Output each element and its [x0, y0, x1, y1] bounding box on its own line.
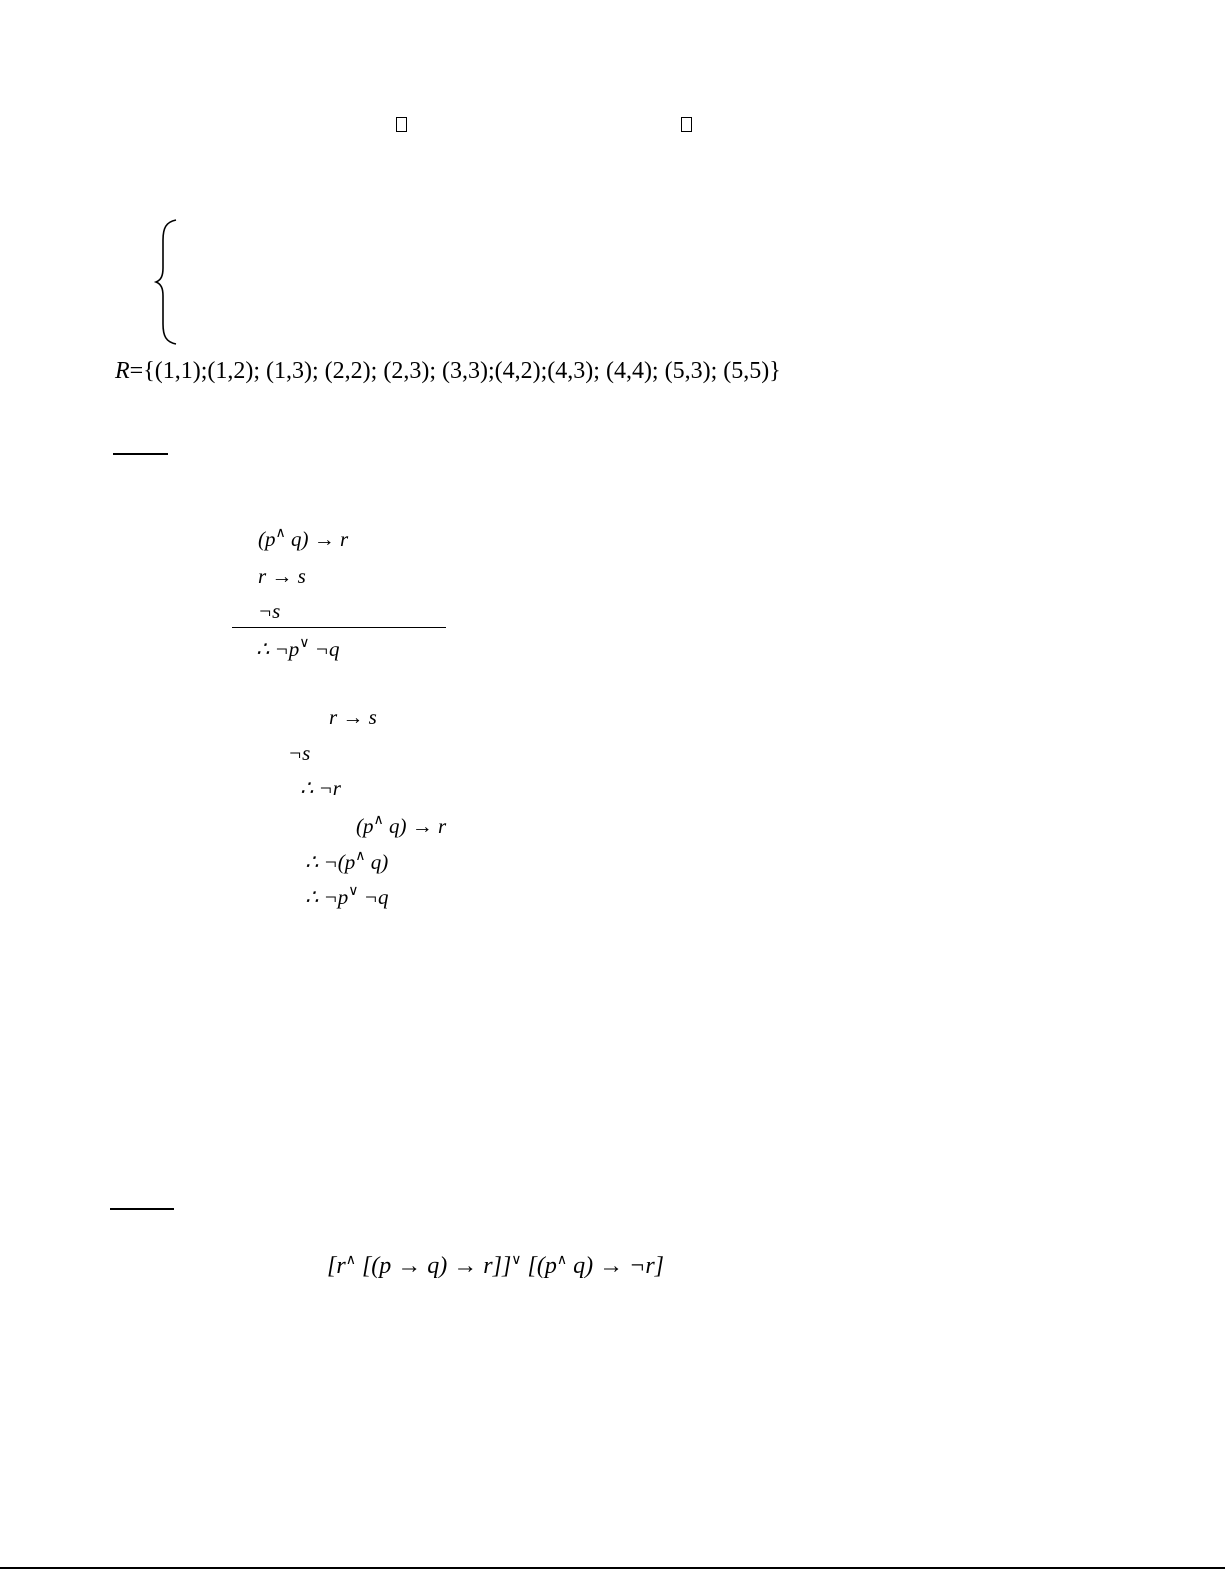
proof-step-2: ¬s [288, 741, 311, 765]
missing-glyph-box [681, 117, 692, 132]
argument-divider [232, 627, 446, 628]
relation-symbol: R [115, 358, 130, 384]
curly-brace-icon [152, 218, 182, 346]
section-heading-underline [110, 1208, 174, 1210]
proof-step-3: ∴ ¬r [300, 776, 341, 800]
proof-step-5: ∴ ¬(p∧ q) [305, 849, 389, 874]
premise-2: r → s [258, 564, 306, 588]
proof-step-4: (p∧ q) → r [356, 813, 447, 838]
premise-1: (p∧ q) → r [258, 526, 349, 551]
relation-set [115, 359, 781, 383]
logic-expression: [r∧ [(p → q) → r]]∨ [(p∧ q) → ¬r] [327, 1253, 664, 1279]
proof-step-6: ∴ ¬p∨ ¬q [305, 884, 389, 909]
page-bottom-rule [0, 1567, 1225, 1569]
proof-step-1: r → s [329, 705, 377, 729]
missing-glyph-box [396, 117, 407, 132]
relation-pairs: ={(1,1);(1,2); (1,3); (2,2); (2,3); (3,3);(4,2);(4,3); (4,4); (5,3); (5,5)} [129, 358, 781, 384]
section-heading-underline [113, 453, 168, 455]
argument-conclusion: ∴ ¬p∨ ¬q [256, 636, 340, 661]
premise-3: ¬s [258, 599, 281, 623]
